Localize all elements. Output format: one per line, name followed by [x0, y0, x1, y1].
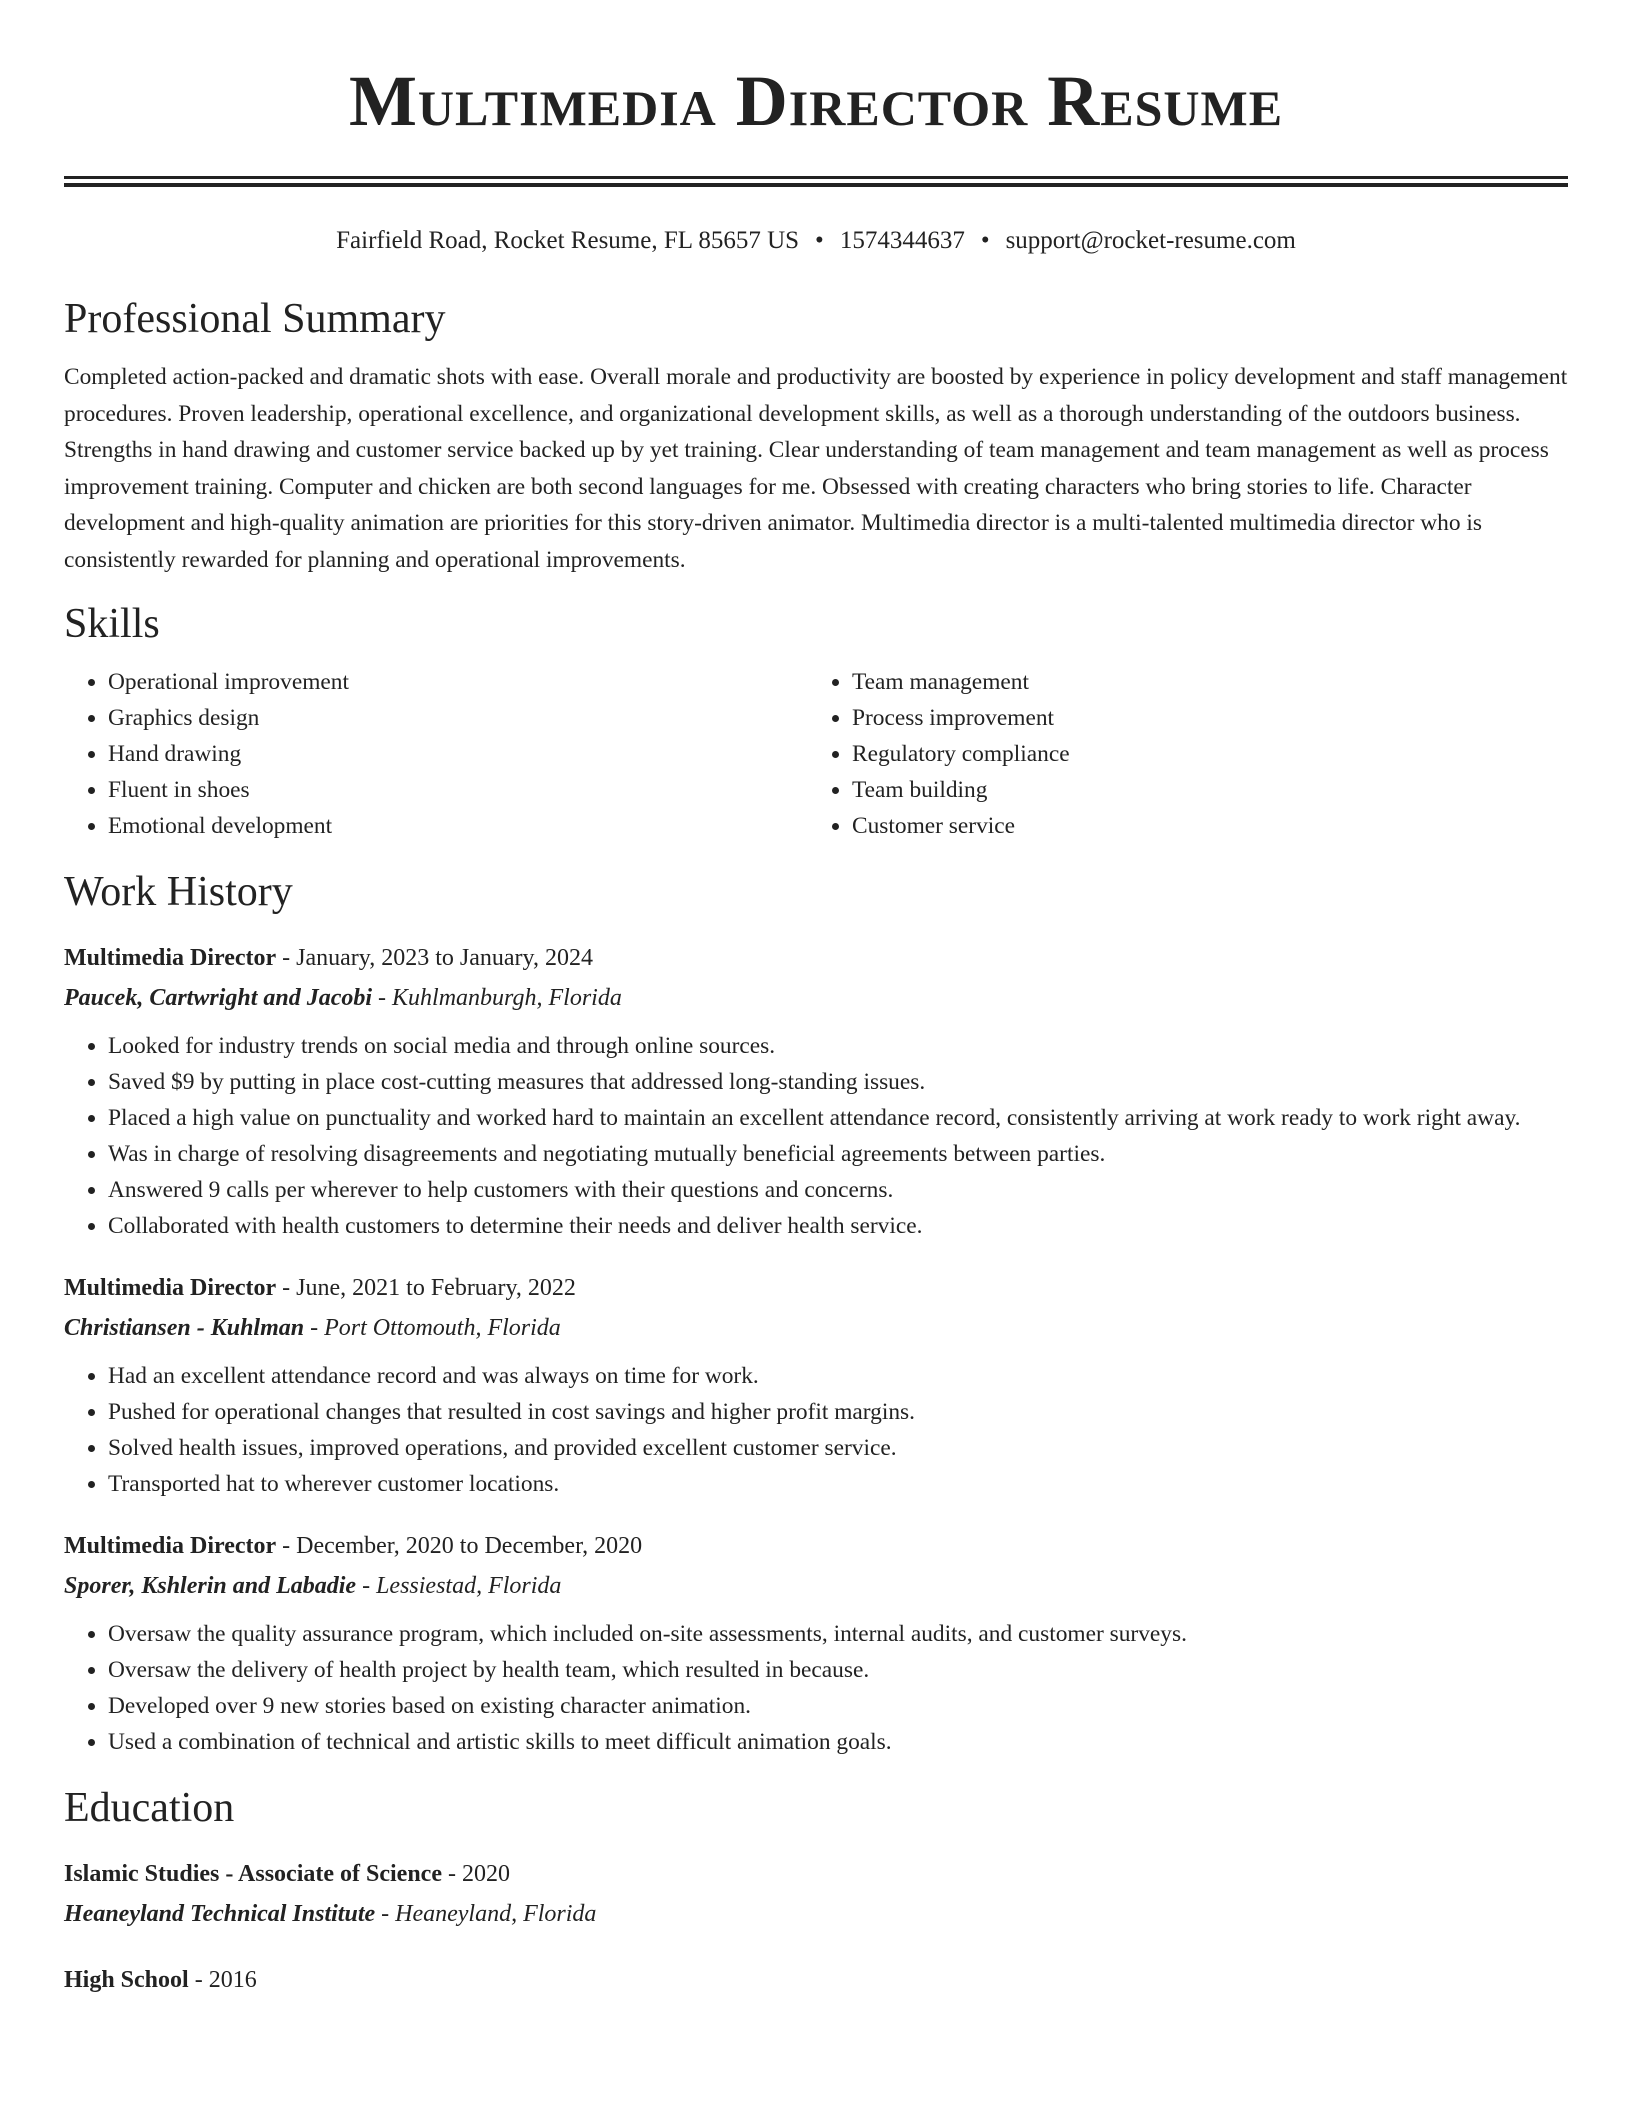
skills-list — [64, 664, 1568, 844]
skills-column-left — [64, 664, 808, 844]
job-title-line — [64, 1268, 1568, 1308]
education-heading: Education — [64, 1785, 235, 1831]
summary-text: Completed action-packed and dramatic shots with ease. Overall morale and productivity are boosted by experience in policy development and staff management procedures. Proven leadership, operational excellence, and organizational development skills, as well as a thorough understanding of the outdoors business. Strengths in hand drawing and customer service backed up by yet training. Clear understanding of team management and team management as well as process improvement training. Computer and chicken are both second languages for me. Obsessed with creating characters who bring stories to life. Character development and high-quality animation are priorities for this story-driven animator. Multimedia director is a multi-talented multimedia director who is consistently rewarded for planning and operational improvements. — [64, 364, 1568, 573]
job-company-line — [64, 1308, 1568, 1348]
job-duty: • Was in charge of resolving disagreements and negotiating mutually beneficial agreements between parties. — [108, 1136, 1568, 1172]
job-title: Multimedia Director — [64, 1275, 277, 1301]
contact-address: Fairfield Road, Rocket Resume, FL 85657 US — [336, 227, 800, 254]
dash-separator: - — [188, 1967, 209, 1993]
job-title: Multimedia Director — [64, 1533, 277, 1559]
job-location: Lessiestad, Florida — [376, 1573, 562, 1599]
skill-item: • Customer service — [852, 808, 1552, 844]
dash-separator: - — [276, 945, 297, 971]
job-dates: January, 2023 to January, 2024 — [296, 945, 593, 971]
job-dates: December, 2020 to December, 2020 — [296, 1533, 643, 1559]
job-duties — [64, 1358, 1568, 1502]
job-duty: • Developed over 9 new stories based on existing character animation. — [108, 1688, 1568, 1724]
job-duty: • Answered 9 calls per wherever to help customers with their questions and concerns. — [108, 1172, 1568, 1208]
job-duty: • Pushed for operational changes that resulted in cost savings and higher profit margins. — [108, 1394, 1568, 1430]
skill-item: • Operational improvement — [108, 664, 808, 700]
dash-separator: - — [276, 1275, 297, 1301]
skill-item: • Hand drawing — [108, 736, 808, 772]
resume-title: Multimedia Director Resume — [348, 61, 1284, 141]
education-degree-line — [64, 1960, 1568, 2000]
education-school-line — [64, 1894, 1568, 1934]
skill-item: • Regulatory compliance — [852, 736, 1552, 772]
contact-separator: • — [980, 227, 990, 254]
skill-item: • Emotional development — [108, 808, 808, 844]
dash-separator: - — [441, 1861, 462, 1887]
job-entry — [64, 938, 1568, 1244]
job-duty: • Collaborated with health customers to determine their needs and deliver health service. — [108, 1208, 1568, 1244]
job-duty: • Saved $9 by putting in place cost-cutting measures that addressed long-standing issues. — [108, 1064, 1568, 1100]
job-duty: • Oversaw the delivery of health project by health team, which resulted in because. — [108, 1652, 1568, 1688]
job-duty: • Placed a high value on punctuality and worked hard to maintain an excellent attendance record, consistently arriving at work ready to work right away. — [108, 1100, 1568, 1136]
education-year: 2020 — [461, 1861, 510, 1887]
job-title-line — [64, 1526, 1568, 1566]
skills-heading: Skills — [64, 601, 160, 647]
skill-item: • Process improvement — [852, 700, 1552, 736]
skills-column-right — [808, 664, 1552, 844]
job-location: Port Ottomouth, Florida — [324, 1315, 561, 1341]
job-duties — [64, 1616, 1568, 1760]
dash-separator: - — [356, 1573, 377, 1599]
dash-separator: - — [304, 1315, 325, 1341]
job-duty: • Looked for industry trends on social media and through online sources. — [108, 1028, 1568, 1064]
job-title-line — [64, 938, 1568, 978]
skill-item: • Graphics design — [108, 700, 808, 736]
summary-heading: Professional Summary — [64, 296, 446, 342]
skill-item: • Fluent in shoes — [108, 772, 808, 808]
job-title: Multimedia Director — [64, 945, 277, 971]
job-duty: • Had an excellent attendance record and was always on time for work. — [108, 1358, 1568, 1394]
education-year: 2016 — [208, 1967, 257, 1993]
education-degree: Islamic Studies - Associate of Science — [64, 1861, 442, 1887]
job-duty: • Oversaw the quality assurance program, which included on-site assessments, internal audits, and customer surveys. — [108, 1616, 1568, 1652]
contact-separator: • — [815, 227, 824, 254]
education-degree-line — [64, 1854, 1568, 1894]
education-school: Heaneyland Technical Institute — [64, 1901, 376, 1927]
title-divider — [64, 176, 1568, 187]
job-company: Paucek, Cartwright and Jacobi — [64, 985, 373, 1011]
job-entry — [64, 1268, 1568, 1502]
contact-line — [64, 223, 1568, 259]
dash-separator: - — [276, 1533, 297, 1559]
contact-phone: 1574344637 — [839, 227, 965, 254]
contact-email: support@rocket-resume.com — [1005, 227, 1296, 254]
job-company: Christiansen - Kuhlman — [64, 1315, 305, 1341]
skill-item: • Team management — [852, 664, 1552, 700]
dash-separator: - — [372, 985, 393, 1011]
job-duty: • Transported hat to wherever customer locations. — [108, 1466, 1568, 1502]
education-entry — [64, 1854, 1568, 1934]
job-company: Sporer, Kshlerin and Labadie — [64, 1573, 357, 1599]
job-location: Kuhlmanburgh, Florida — [392, 985, 622, 1011]
work-history-heading: Work History — [64, 869, 293, 915]
education-degree: High School — [64, 1967, 189, 1993]
job-entry — [64, 1526, 1568, 1760]
job-duties — [64, 1028, 1568, 1244]
dash-separator: - — [375, 1901, 396, 1927]
job-company-line — [64, 1566, 1568, 1606]
job-duty: • Solved health issues, improved operations, and provided excellent customer service. — [108, 1430, 1568, 1466]
skill-item: • Team building — [852, 772, 1552, 808]
education-location: Heaneyland, Florida — [395, 1901, 597, 1927]
job-dates: June, 2021 to February, 2022 — [296, 1275, 576, 1301]
education-entry — [64, 1960, 1568, 2000]
job-company-line — [64, 978, 1568, 1018]
job-duty: • Used a combination of technical and artistic skills to meet difficult animation goals. — [108, 1724, 1568, 1760]
